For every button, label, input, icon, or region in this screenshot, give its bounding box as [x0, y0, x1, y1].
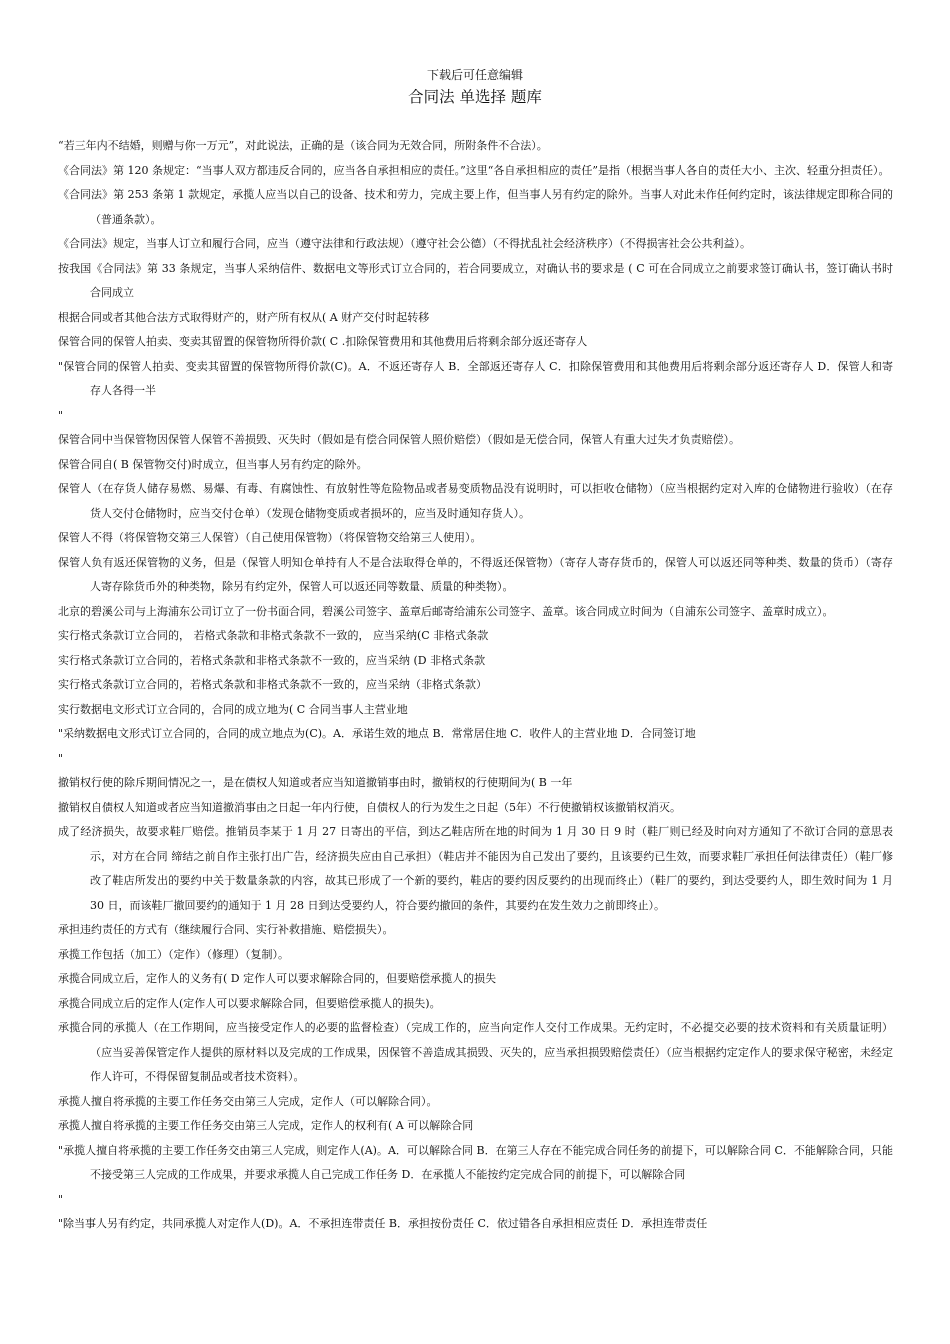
document-body [58, 134, 893, 1237]
question-paragraph: 承担违约责任的方式有（继续履行合同、实行补救措施、赔偿损失）。 [58, 923, 394, 936]
document-title: 合同法 单选择 题库 [408, 88, 542, 106]
question-paragraph: 承揽合同成立后，定作人的义务有( D 定作人可以要求解除合同的，但要赔偿承揽人的损失 [58, 972, 497, 985]
question-paragraph: 实行格式条款订立合同的，若格式条款和非格式条款不一致的，应当采纳（非格式条款） [58, 678, 487, 691]
question-paragraph: 承揽人擅自将承揽的主要工作任务交由第三人完成，定作人的权利有( A 可以解除合同 [58, 1119, 474, 1132]
question-paragraph: 《合同法》第 253 条第 1 款规定，承揽人应当以自己的设备、技术和劳力，完成主要上作，但当事人另有约定的除外。当事人对此未作任何约定时，该法律规定即称合同的（普通条款）。 [58, 188, 893, 226]
question-paragraph: 保管人负有返还保管物的义务，但是（保管人明知仓单持有人不是合法取得仓单的，不得返还保管物）（寄存人寄存货币的，保管人可以返还同等种类、数量的货币）（寄存人寄存除货币外的种类物，除另有约定外，保管人可以返还同等数量、质量的种类物）。 [58, 555, 893, 593]
question-paragraph: 实行数据电文形式订立合同的，合同的成立地为( C 合同当事人主营业地 [58, 702, 408, 716]
question-paragraph: " [58, 751, 64, 765]
question-paragraph: 根据合同或者其他合法方式取得财产的，财产所有权从( A 财产交付时起转移 [58, 310, 430, 324]
question-paragraph: 保管人不得（将保管物交第三人保管）（自己使用保管物）（将保管物交给第三人使用）。 [58, 531, 482, 544]
question-paragraph: 按我国《合同法》第 33 条规定，当事人采纳信件、数据电文等形式订立合同的，若合同要成立，对确认书的要求是 ( C 可在合同成立之前要求签订确认书，签订确认书时合同成立 [58, 261, 893, 299]
question-paragraph: 承揽合同的承揽人（在工作期间，应当接受定作人的必要的监督检查）（完成工作的，应当向定作人交付工作成果。无约定时，不必提交必要的技术资料和有关质量证明）（应当妥善保管定作人提供的原材料以及完成的工作成果，因保管不善造成其损毁、灭失的，应当承担损毁赔偿责任）（应当根据约定定作人的要求保守秘密，未经定作人许可，不得保留复制品或者技术资料）。 [58, 1021, 893, 1083]
question-paragraph: 实行格式条款订立合同的，若格式条款和非格式条款不一致的，应当采纳 (D 非格式条款 [58, 653, 486, 667]
question-paragraph: "除当事人另有约定，共同承揽人对定作人(D)。A．不承担连带责任 B．承担按份责任 C．依过错各自承担相应责任 D．承担连带责任 [58, 1217, 708, 1230]
question-paragraph: 保管人（在存货人储存易燃、易爆、有毒、有腐蚀性、有放射性等危险物品或者易变质物品没有说明时，可以拒收仓储物）（应当根据约定对入库的仓储物进行验收）（在存货人交付仓储物时，应当交付仓单）（发现仓储物变质或者损坏的，应当及时通知存货人）。 [58, 482, 893, 520]
download-note: 下载后可任意编辑 [426, 68, 523, 82]
question-paragraph: 实行格式条款订立合同的， 若格式条款和非格式条款不一致的， 应当采纳(C 非格式条款 [58, 629, 489, 642]
question-paragraph: " [58, 1192, 64, 1206]
question-paragraph: 撤销权行使的除斥期间情况之一，是在债权人知道或者应当知道撤销事由时，撤销权的行使期间为( B 一年 [58, 776, 573, 789]
question-paragraph: 承揽人擅自将承揽的主要工作任务交由第三人完成，定作人（可以解除合同）。 [58, 1094, 438, 1108]
question-paragraph: "采纳数据电文形式订立合同的，合同的成立地点为(C)。A．承诺生效的地点 B．常常居住地 C．收件人的主营业地 D．合同签订地 [58, 727, 696, 740]
question-paragraph: 保管合同的保管人拍卖、变卖其留置的保管物所得价款( C .扣除保管费用和其他费用后将剩余部分返还寄存人 [58, 335, 588, 348]
question-paragraph: 成了经济损失，故要求鞋厂赔偿。推销员李某于 1 月 27 日寄出的平信，到达乙鞋店所在地的时间为 1 月 30 日 9 时（鞋厂则已经及时向对方通知了不欲订合同的意思表示，对方在合同 缔结之前自作主张打出广告，经济损失应由自己承担）（鞋店并不能因为自己发出了要约，且该要约已生效，而要求鞋厂承担任何法律责任）（鞋厂修改了鞋店所发出的要约中关于数量条款的内容，故其已形成了一个新的要约，鞋店的要约因反要约的出现而终止）（鞋厂的要约，到达受要约人，即生效时间为 1 月 30 日，而该鞋厂撤回要约的通知于 1 月 28 日到达受要约人，符合要约撤回的条件，其要约在发生效力之前即终止）。 [58, 825, 893, 912]
question-paragraph: 承揽工作包括（加工）（定作）（修理）（复制）。 [58, 947, 289, 961]
question-paragraph: “若三年内不结婚，则赠与你一万元”，对此说法，正确的是（该合同为无效合同，所附条件不合法）。 [58, 139, 548, 152]
question-paragraph: 撤销权自债权人知道或者应当知道撤消事由之日起一年内行使，自债权人的行为发生之日起（5年）不行使撤销权该撤销权消灭。 [58, 800, 681, 814]
question-paragraph: 《合同法》第 120 条规定：“当事人双方都违反合同的，应当各自承担相应的责任。”这里“各自承担相应的责任”是指（根据当事人各自的责任大小、主次、轻重分担责任）。 [58, 163, 890, 177]
question-paragraph: "保管合同的保管人拍卖、变卖其留置的保管物所得价款(C)。A．不返还寄存人 B．全部返还寄存人 C．扣除保管费用和其他费用后将剩余部分返还寄存人 D．保管人和寄存人各得一半 [58, 359, 893, 397]
question-paragraph: 《合同法》规定，当事人订立和履行合同，应当（遵守法律和行政法规）（遵守社会公德）（不得扰乱社会经济秩序）（不得损害社会公共利益）。 [58, 237, 751, 250]
question-paragraph: 承揽合同成立后的定作人(定作人可以要求解除合同，但要赔偿承揽人的损失)。 [58, 996, 441, 1010]
question-paragraph: 保管合同自( B 保管物交付)时成立，但当事人另有约定的除外。 [58, 457, 368, 471]
question-paragraph: 保管合同中当保管物因保管人保管不善损毁、灭失时（假如是有偿合同保管人照价赔偿）（假如是无偿合同，保管人有重大过失才负责赔偿）。 [58, 433, 740, 446]
question-paragraph: 北京的碧溪公司与上海浦东公司订立了一份书面合同，碧溪公司签字、盖章后邮寄给浦东公司签字、盖章。该合同成立时间为（自浦东公司签字、盖章时成立）。 [58, 604, 834, 618]
question-paragraph: " [58, 408, 64, 422]
question-paragraph: "承揽人擅自将承揽的主要工作任务交由第三人完成，则定作人(A)。A．可以解除合同 B．在第三人存在不能完成合同任务的前提下，可以解除合同 C．不能解除合同，只能不接受第三人完成的工作成果，并要求承揽人自己完成工作任务 D．在承揽人不能按约定完成合同的前提下，可以解除合同 [58, 1143, 893, 1181]
